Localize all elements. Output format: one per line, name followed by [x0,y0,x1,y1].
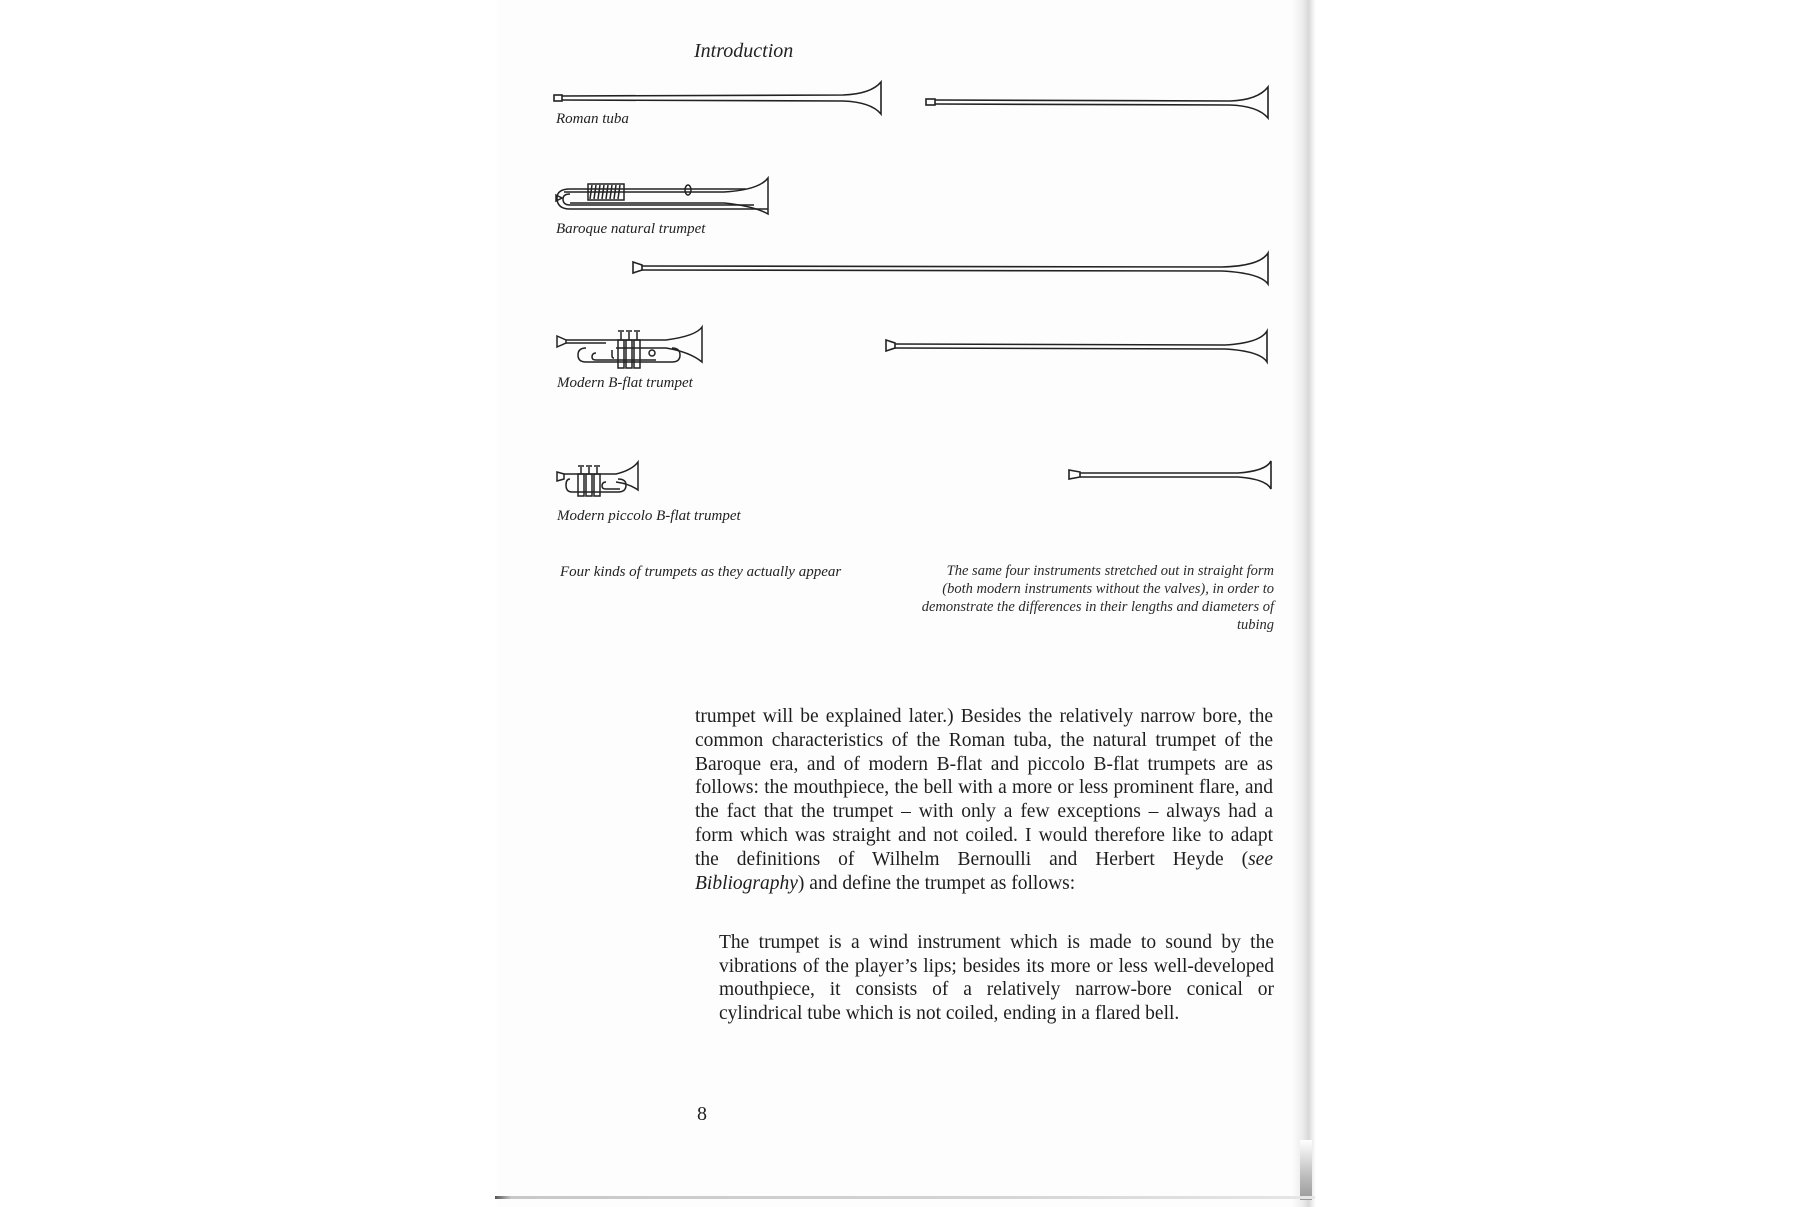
page-corner-shadow [1300,1140,1312,1200]
page-gutter-shadow [1292,0,1316,1207]
modern-b-flat-trumpet-label: Modern B-flat trumpet [557,375,693,391]
modern-b-flat-trumpet-straight-illustration [885,328,1271,364]
bibliography-reference: see Bibliography [695,848,1273,894]
baroque-trumpet-illustration [554,176,774,218]
piccolo-trumpet-illustration [556,458,642,500]
baroque-trumpet-straight-illustration [632,250,1272,286]
body-paragraph [695,705,1273,895]
running-head: Introduction [694,40,794,62]
baroque-trumpet-label: Baroque natural trumpet [556,221,706,237]
modern-b-flat-trumpet-illustration [556,326,706,372]
roman-tuba-label: Roman tuba [556,111,629,127]
body-text-part-2: ) and define the trumpet as follows: [797,872,1076,894]
figure-caption-actual: Four kinds of trumpets as they actually appear [560,564,842,580]
page-number: 8 [697,1103,707,1125]
page-bottom-edge [495,1196,1315,1199]
piccolo-trumpet-label: Modern piccolo B-flat trumpet [557,508,741,524]
body-text-part-1: trumpet will be explained later.) Besides the relatively narrow bore, the common characteristics of the Roman tuba, the natural trumpet of the Baroque era, and of modern B-flat and piccolo B-flat trumpets are as follows: the mouthpiece, the bell with a more or less prominent flare, and the fact that the trumpet – with only a few exceptions – always had a form which was straight and not coiled. I would therefore like to adapt the definitions of Wilhelm Bernoulli and Herbert Heyde ( [695,706,1273,870]
roman-tuba-straight-illustration [925,84,1271,120]
figure-caption-straight: The same four instruments stretched out in straight form (both modern instruments without the valves), in order to demonstrate the differences in their lengths and diameters of tubing [921,563,1274,633]
trumpet-definition-blockquote: The trumpet is a wind instrument which is made to sound by the vibrations of the player’s lips; besides its more or less well-developed mouthpiece, it consists of a relatively narrow-bore conical or cylindrical tube which is not coiled, ending in a flared bell. [719,932,1274,1024]
piccolo-trumpet-straight-illustration [1068,459,1274,491]
